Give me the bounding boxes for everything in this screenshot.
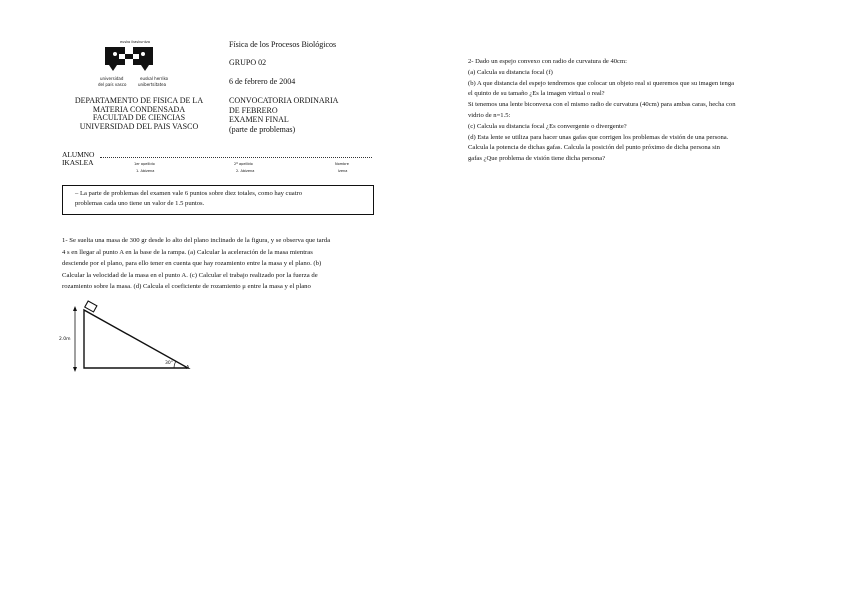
course-title: Física de los Procesos Biológicos xyxy=(229,40,337,49)
field-label-surname2: 2º apellido xyxy=(234,162,253,166)
note-line-1: – La parte de problemas del examen vale 6 puntos sobre diez totales, como hay cuatro xyxy=(75,190,303,197)
department-line-3: FACULTAD DE CIENCIAS xyxy=(92,113,186,122)
ramp-triangle xyxy=(84,310,190,371)
logo-caption-left-1: universidad xyxy=(100,76,124,81)
exam-line-4: (parte de problemas) xyxy=(229,124,296,134)
problem-1-line-4: Calcular la velocidad de la masa en el punto A. (c) Calcular el trabajo realizado por la fuerza de xyxy=(62,271,318,279)
student-label-ikaslea: IKASLEA xyxy=(62,158,94,167)
mass-block xyxy=(85,301,97,312)
problem-2-line-1: 2- Dado un espejo convexo con radio de curvatura de 40cm: xyxy=(468,58,627,65)
note-line-2: problemas cada uno tiene un valor de 1.5 puntos. xyxy=(75,200,205,207)
field-label-izena: Izena xyxy=(338,169,348,173)
group-label: GRUPO 02 xyxy=(229,58,267,67)
department-block xyxy=(64,97,214,131)
angle-arc xyxy=(174,361,176,368)
problem-2-line-6: vidrio de n=1.5: xyxy=(468,111,511,119)
problem-2 xyxy=(468,57,736,165)
problem-1-line-2: 4 s en llegar al punto A en la base de la rampa. (a) Calcular la aceleración de la masa mientras xyxy=(62,248,313,256)
problem-1-line-3: desciende por el plano, para ello tener en cuenta que hay rozamiento entre la masa y el plano. (b) xyxy=(62,260,322,267)
logo-caption-right-2: unibertsitatea xyxy=(138,82,167,87)
inclined-plane-figure xyxy=(66,298,196,374)
exam-header xyxy=(229,40,336,50)
problem-2-line-3: (b) A que distancia del espejo tendremos que colocar un objeto real si queremos que su imagen tenga xyxy=(468,79,735,87)
problem-1-line-5: rozamiento sobre la masa. (d) Calcula el coeficiente de rozamiento μ entre la masa y el plano xyxy=(62,283,311,290)
exam-line-2: DE FEBRERO xyxy=(229,105,278,115)
angle-label: 30° xyxy=(165,361,173,366)
problem-2-line-8: (d) Esta lente se utiliza para hacer unas gafas que corrigen los problemas de visión de una persona. xyxy=(468,133,729,141)
department-line-2: MATERIA CONDENSADA xyxy=(92,104,186,114)
university-logo xyxy=(98,40,178,94)
field-label-abizena1: 1. Abizena xyxy=(136,169,155,173)
problem-1 xyxy=(62,235,330,293)
exam-date: 6 de febrero de 2004 xyxy=(229,77,296,86)
student-name-line[interactable] xyxy=(100,157,372,158)
field-label-nombre: Nombre xyxy=(335,162,349,166)
exam-line-3: EXAMEN FINAL xyxy=(229,115,289,124)
logo-top-text: eusko ikaskuntza xyxy=(120,40,150,44)
university-emblem-icon xyxy=(103,45,155,73)
point-a-label: A xyxy=(186,365,190,371)
problem-2-line-4: el quinto de su tamaño ¿Es la imagen virtual o real? xyxy=(468,90,605,98)
height-label: 2.0m xyxy=(59,337,71,342)
problem-2-line-2: (a) Calcula su distancia focal (f) xyxy=(468,68,553,76)
height-arrow-bottom xyxy=(73,367,77,372)
exam-info xyxy=(229,96,338,134)
problem-2-line-9: Calcula la potencia de dichas gafas. Calcula la posición del punto próximo de dicha persona sin xyxy=(468,144,720,152)
problem-1-line-1: 1- Se suelta una masa de 300 gr desde lo alto del plano inclinado de la figura, y se observa que tarda xyxy=(62,237,331,244)
department-line-4: UNIVERSIDAD DEL PAIS VASCO xyxy=(79,121,199,131)
problem-2-line-7: (c) Calcula su distancia focal ¿Es convergente o divergente? xyxy=(468,122,627,130)
problem-2-line-10: gafas ¿Que problema de visión tiene dicha persona? xyxy=(468,155,606,163)
problem-2-line-5: Si tenemos una lente biconvexa con el mismo radio de curvatura (40cm) para ambas caras, hecha con xyxy=(468,101,736,109)
field-label-abizena2: 2. Abizena xyxy=(236,169,255,173)
department-line-1: DEPARTAMENTO DE FISICA DE LA xyxy=(74,96,204,105)
height-arrow-top xyxy=(73,306,77,311)
logo-caption-right-1: euskal herriko xyxy=(140,76,169,81)
field-label-surname1: 1er apellido xyxy=(134,162,155,166)
exam-line-1: CONVOCATORIA ORDINARIA xyxy=(229,96,339,105)
grading-note-box xyxy=(62,185,374,215)
student-label-alumno: ALUMNO xyxy=(62,150,95,159)
logo-caption-left-2: del país vasco xyxy=(98,82,127,87)
